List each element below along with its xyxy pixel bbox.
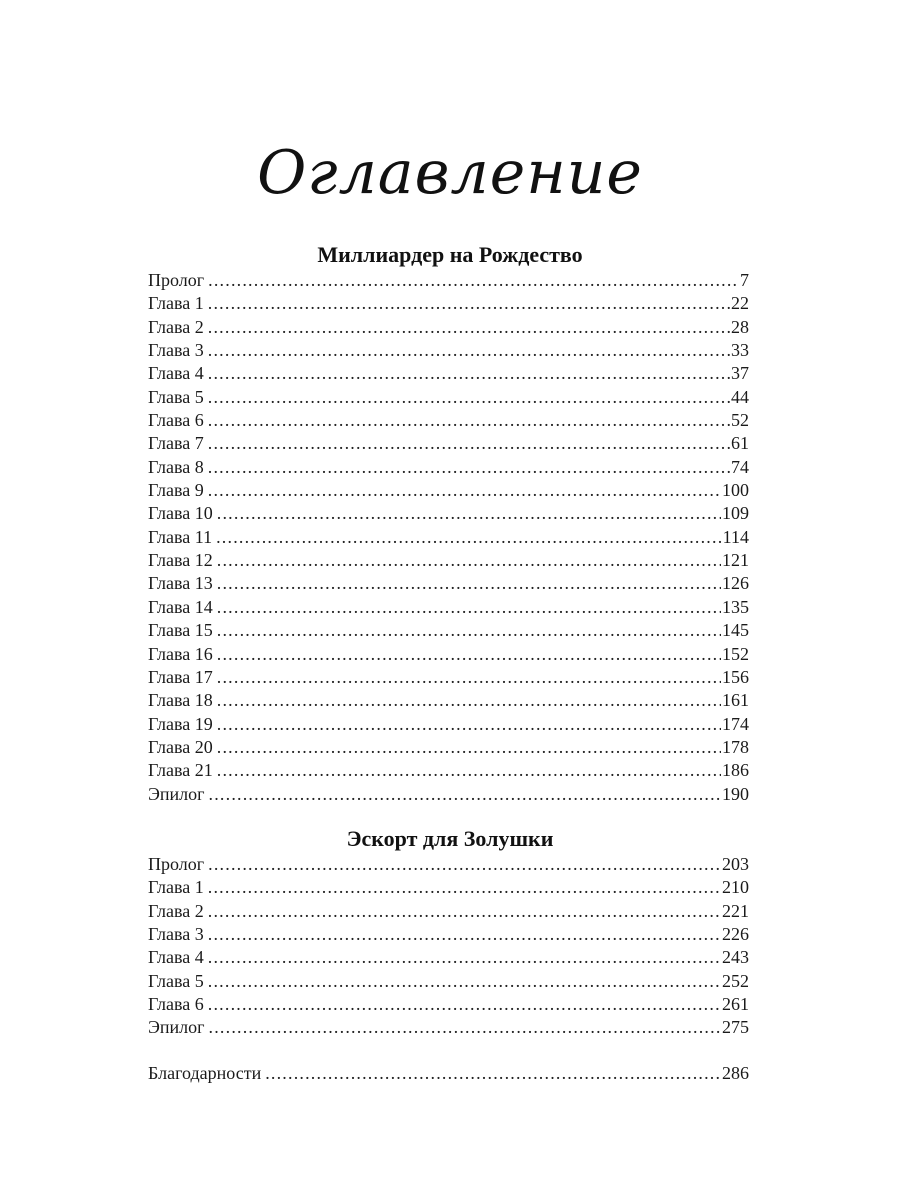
dot-leader	[209, 783, 721, 806]
toc-entry-page: 156	[722, 666, 749, 687]
dot-leader	[208, 316, 730, 339]
dot-leader	[208, 946, 721, 969]
toc-entry[interactable]	[148, 316, 749, 339]
toc-list	[148, 269, 749, 806]
toc-entry[interactable]	[148, 386, 749, 409]
toc-entry-label: Глава 21	[148, 760, 213, 781]
toc-entry-page: 174	[722, 713, 749, 734]
toc-entry[interactable]	[148, 759, 749, 782]
toc-entry-page: 275	[722, 1017, 749, 1038]
toc-entry[interactable]	[148, 713, 749, 736]
dot-leader	[217, 596, 721, 619]
dot-leader	[217, 502, 721, 525]
toc-entry-label: Пролог	[148, 854, 205, 874]
toc-entry-label: Глава 16	[148, 643, 213, 664]
toc-entry[interactable]	[148, 502, 749, 525]
toc-entry-label: Пролог	[148, 270, 205, 290]
toc-entry-label: Глава 2	[148, 316, 204, 337]
toc-entry-page: 145	[722, 620, 749, 641]
toc-entry[interactable]	[148, 456, 749, 479]
dot-leader	[208, 876, 721, 899]
toc-entry-page: 161	[722, 690, 749, 711]
toc-entry-label: Глава 5	[148, 970, 204, 991]
toc-entry-page: 252	[722, 970, 749, 991]
toc-entry-page: 152	[722, 643, 749, 664]
toc-entry-page: 121	[722, 550, 749, 571]
dot-leader	[208, 993, 721, 1016]
toc-entry-page: 33	[731, 340, 749, 361]
toc-entry-label: Глава 1	[148, 877, 204, 898]
toc-entry-page: 22	[731, 293, 749, 314]
toc-entry-label: Глава 20	[148, 736, 213, 757]
section-heading: Миллиардер на Рождество	[317, 242, 583, 267]
toc-entry[interactable]	[148, 643, 749, 666]
toc-entry[interactable]	[148, 526, 749, 549]
dot-leader	[265, 1062, 721, 1085]
toc-entry[interactable]	[148, 783, 749, 806]
toc-entry[interactable]	[148, 946, 749, 969]
toc-entry[interactable]	[148, 923, 749, 946]
toc-entry-page: 203	[722, 854, 749, 874]
toc-entry-label: Глава 3	[148, 340, 204, 361]
dot-leader	[208, 479, 721, 502]
dot-leader	[217, 689, 721, 712]
toc-entry-page: 226	[722, 924, 749, 945]
toc-entry-page: 210	[722, 877, 749, 898]
dot-leader	[217, 619, 721, 642]
dot-leader	[217, 736, 721, 759]
toc-entry-page: 186	[722, 760, 749, 781]
toc-entry[interactable]	[148, 572, 749, 595]
dot-leader	[208, 339, 730, 362]
dot-leader	[208, 900, 721, 923]
toc-entry[interactable]	[148, 689, 749, 712]
toc-entry-label: Глава 14	[148, 596, 213, 617]
toc-entry-page: 61	[731, 433, 749, 454]
toc-entry-label: Глава 10	[148, 503, 213, 524]
dot-leader	[208, 409, 730, 432]
toc-entry[interactable]	[148, 970, 749, 993]
section-heading: Эскорт для Золушки	[346, 826, 554, 851]
toc-entry-label: Глава 4	[148, 947, 204, 968]
toc-entry-label: Глава 5	[148, 386, 204, 407]
toc-entry[interactable]	[148, 993, 749, 1016]
toc-entry-label: Глава 12	[148, 550, 213, 571]
dot-leader	[208, 456, 730, 479]
toc-entry-page: 178	[722, 736, 749, 757]
toc-entry-label: Эпилог	[148, 783, 205, 804]
toc-entry[interactable]	[148, 362, 749, 385]
toc-entry[interactable]	[148, 1062, 749, 1085]
dot-leader	[217, 549, 721, 572]
toc-entry-page: 221	[722, 900, 749, 921]
toc-entry-page: 190	[722, 783, 749, 804]
toc-entry-page: 74	[731, 456, 749, 477]
toc-entry[interactable]	[148, 432, 749, 455]
toc-entry-label: Благодарности	[148, 1063, 262, 1083]
dot-leader	[208, 923, 721, 946]
toc-entry-page: 44	[731, 386, 749, 407]
toc-entry[interactable]	[148, 269, 749, 292]
dot-leader	[208, 970, 721, 993]
dot-leader	[208, 432, 730, 455]
toc-entry[interactable]	[148, 876, 749, 899]
toc-entry[interactable]	[148, 479, 749, 502]
dot-leader	[208, 386, 730, 409]
toc-entry-label: Глава 15	[148, 620, 213, 641]
toc-entry-label: Глава 2	[148, 900, 204, 921]
toc-entry-page: 261	[722, 994, 749, 1015]
toc-entry-label: Глава 11	[148, 526, 213, 547]
toc-entry[interactable]	[148, 292, 749, 315]
toc-entry-label: Глава 1	[148, 293, 204, 314]
toc-entry-page: 126	[722, 573, 749, 594]
dot-leader	[208, 292, 730, 315]
toc-entry[interactable]	[148, 549, 749, 572]
toc-entry-label: Глава 6	[148, 994, 204, 1015]
toc-entry[interactable]	[148, 853, 749, 876]
toc-entry-page: 114	[722, 526, 749, 547]
toc-entry[interactable]	[148, 736, 749, 759]
page-title: Оглавление	[257, 138, 643, 208]
toc-entry[interactable]	[148, 596, 749, 619]
toc-entry[interactable]	[148, 900, 749, 923]
dot-leader	[208, 362, 730, 385]
toc-entry-page: 243	[722, 947, 749, 968]
toc-entry-label: Глава 6	[148, 410, 204, 431]
dot-leader	[217, 666, 721, 689]
dot-leader	[217, 759, 721, 782]
toc-entry[interactable]	[148, 666, 749, 689]
toc-entry-page: 100	[722, 480, 749, 501]
toc-entry-page: 7	[740, 270, 749, 290]
toc-entry-label: Глава 18	[148, 690, 213, 711]
toc-entry-page: 52	[731, 410, 749, 431]
dot-leader	[208, 269, 739, 292]
toc-entry-page: 135	[722, 596, 749, 617]
toc-list	[148, 853, 749, 1040]
toc-entry[interactable]	[148, 339, 749, 362]
toc-entry-label: Глава 13	[148, 573, 213, 594]
toc-section-escort-for-cinderella	[148, 825, 749, 1040]
toc-entry-label: Глава 9	[148, 480, 204, 501]
dot-leader	[217, 643, 721, 666]
toc-entry-label: Глава 17	[148, 666, 213, 687]
toc-entry[interactable]	[148, 409, 749, 432]
toc-entry-page: 37	[731, 363, 749, 384]
toc-entry-page: 28	[731, 316, 749, 337]
toc-section-billionaire-for-christmas	[148, 241, 749, 806]
toc-entry-label: Глава 19	[148, 713, 213, 734]
toc-entry-label: Глава 4	[148, 363, 204, 384]
toc-entry[interactable]	[148, 1016, 749, 1039]
dot-leader	[217, 713, 721, 736]
dot-leader	[217, 572, 721, 595]
toc-acknowledgments	[148, 1062, 749, 1085]
toc-entry-label: Эпилог	[148, 1017, 205, 1038]
dot-leader	[216, 526, 722, 549]
toc-entry-label: Глава 8	[148, 456, 204, 477]
toc-entry-label: Глава 7	[148, 433, 204, 454]
toc-entry-label: Глава 3	[148, 924, 204, 945]
dot-leader	[209, 1016, 721, 1039]
toc-entry-page: 286	[722, 1063, 749, 1083]
toc-entry-page: 109	[722, 503, 749, 524]
toc-entry[interactable]	[148, 619, 749, 642]
dot-leader	[208, 853, 721, 876]
